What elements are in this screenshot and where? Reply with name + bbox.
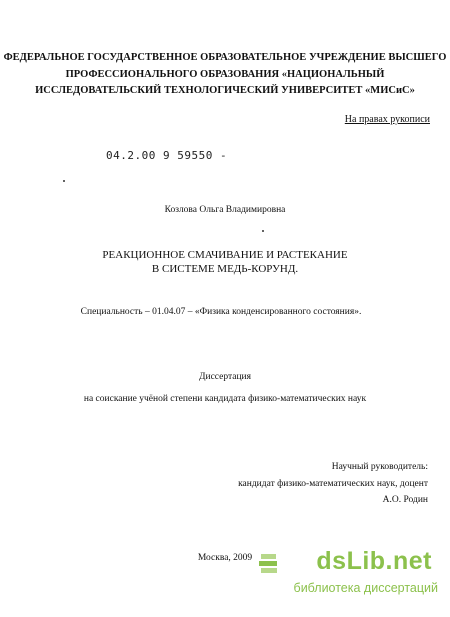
institution-line: ФЕДЕРАЛЬНОЕ ГОСУДАРСТВЕННОЕ ОБРАЗОВАТЕЛЬНОЕ УЧРЕЖДЕНИЕ ВЫСШЕГО [3, 52, 447, 63]
dissertation-label: Диссертация [199, 372, 251, 382]
institution-line: ПРОФЕССИОНАЛЬНОГО ОБРАЗОВАНИЯ «НАЦИОНАЛЬНЫЙ [65, 68, 385, 80]
specialty-line: Специальность – 01.04.07 – «Физика конденсированного состояния». [80, 307, 362, 317]
book-stack-icon [258, 550, 280, 578]
scan-speck [262, 230, 264, 232]
dslib-watermark [258, 547, 438, 609]
author-name: Козлова Ольга Владимировна [164, 205, 286, 215]
supervisor-role: Научный руководитель: [331, 462, 428, 472]
degree-purpose: на соискание учёной степени кандидата физико-математических наук [83, 394, 367, 404]
dissertation-type [0, 366, 450, 410]
watermark-logo: dsLib.net [316, 547, 432, 575]
supervisor-degree: кандидат физико-математических наук, доцент [238, 479, 428, 489]
watermark-subtitle: библиотека диссертаций [293, 581, 438, 595]
institution-header [0, 50, 450, 100]
scan-speck [63, 180, 65, 182]
supervisor-name: А.О. Родин [382, 495, 428, 505]
city-year: Москва, 2009 [197, 553, 253, 563]
rights-note: На правах рукописи [344, 114, 430, 125]
institution-line: ИССЛЕДОВАТЕЛЬСКИЙ ТЕХНОЛОГИЧЕСКИЙ УНИВЕРСИТЕТ «МИСиС» [35, 85, 415, 96]
title-line: В СИСТЕМЕ МЕДЬ-КОРУНД. [151, 262, 299, 275]
dissertation-title [0, 249, 450, 276]
catalog-code-stamp: 04.2.00 9 59550 - [106, 149, 228, 162]
title-line: РЕАКЦИОННОЕ СМАЧИВАНИЕ И РАСТЕКАНИЕ [102, 249, 348, 261]
